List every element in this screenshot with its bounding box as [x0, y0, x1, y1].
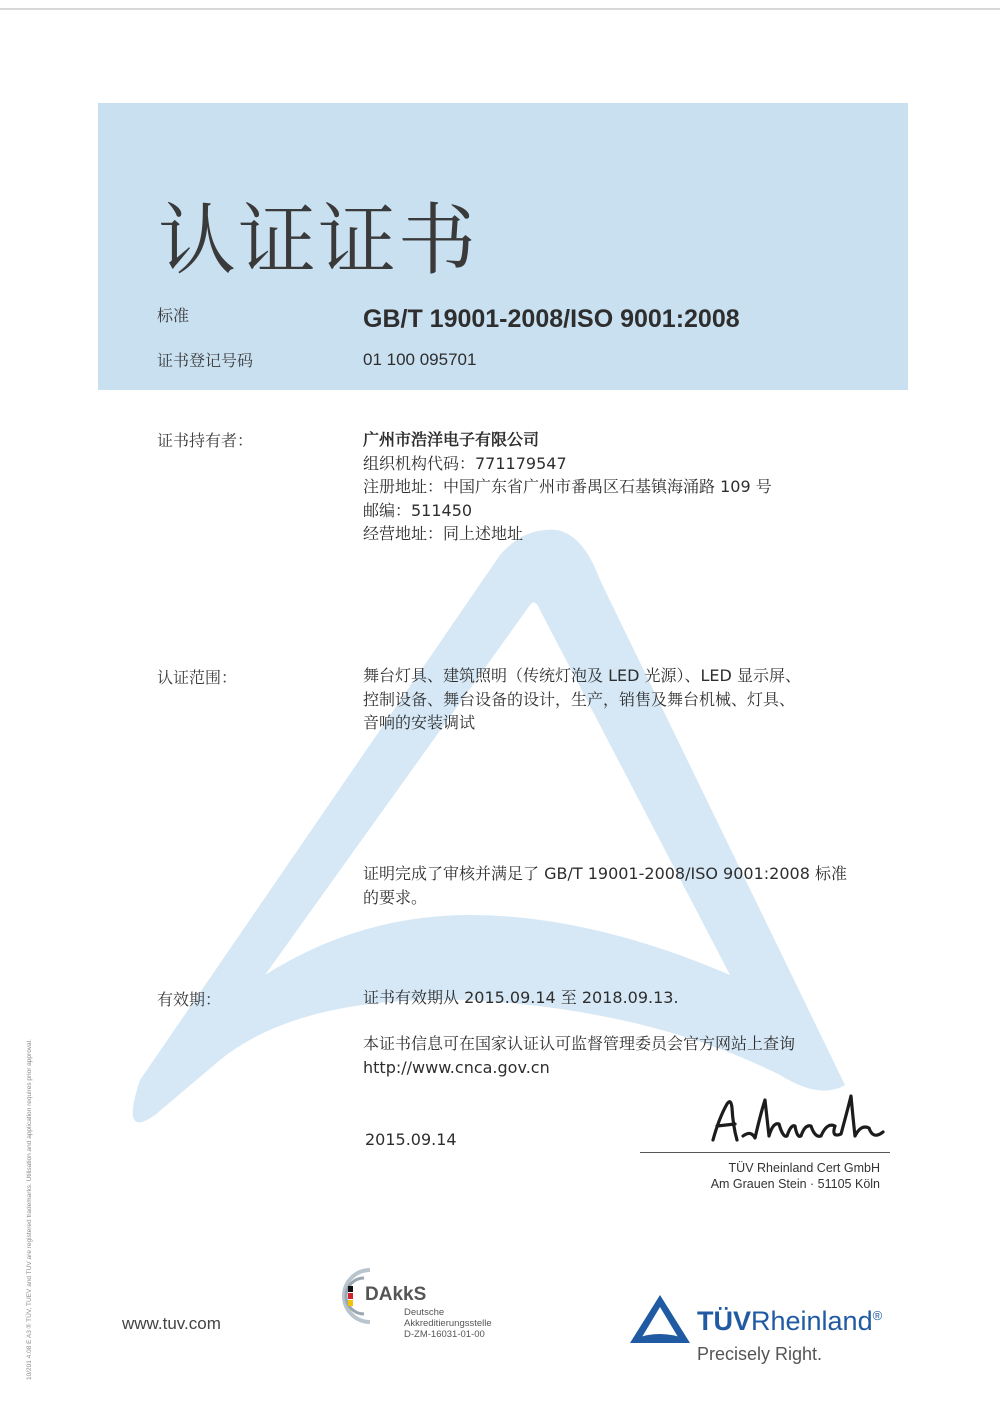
signature-image	[705, 1082, 890, 1150]
scope-line: 舞台灯具、建筑照明（传统灯泡及 LED 光源）、LED 显示屏、	[363, 666, 801, 685]
dakks-subtitle	[404, 1307, 492, 1340]
dakks-line: Akkreditierungsstelle	[404, 1318, 492, 1329]
holder-business-address: 经营地址：同上述地址	[363, 524, 524, 543]
holder-address: 注册地址：中国广东省广州市番禺区石基镇海涌路 109 号	[363, 477, 772, 496]
trademark-side-note: 10/201 4.08 E A3 ® TÜV, TUEV and TUV are registered trademarks. Utilisation and application requires prior approval.	[26, 1039, 33, 1380]
issuer-name: TÜV Rheinland Cert GmbH	[728, 1161, 880, 1175]
issuer-address: Am Grauen Stein · 51105 Köln	[710, 1177, 880, 1191]
registered-mark: ®	[872, 1308, 883, 1323]
validity-label: 有效期：	[157, 990, 222, 1009]
issuer-block	[640, 1160, 880, 1192]
issue-date: 2015.09.14	[365, 1130, 457, 1149]
holder-name: 广州市浩洋电子有限公司	[363, 430, 540, 449]
verification-text: 本证书信息可在国家认证认可监督管理委员会官方网站上查询	[363, 1034, 796, 1053]
tuv-name-bold: TÜV	[697, 1306, 751, 1336]
registration-number: 01 100 095701	[363, 350, 477, 369]
standard-label: 标准	[157, 306, 190, 325]
standard-value: GB/T 19001-2008/ISO 9001:2008	[363, 305, 740, 333]
verification-block	[363, 1032, 795, 1079]
holder-block	[363, 428, 772, 546]
dakks-line: Deutsche	[404, 1307, 445, 1318]
verification-url: http://www.cnca.gov.cn	[363, 1057, 550, 1077]
registration-label: 证书登记号码	[157, 351, 254, 370]
dakks-accreditation-number: D-ZM-16031-01-00	[404, 1329, 485, 1340]
tuv-slogan: Precisely Right.	[697, 1344, 823, 1364]
tuv-rheinland-logotype	[697, 1306, 882, 1337]
statement-line: 的要求。	[363, 887, 428, 907]
tuv-triangle-logo-icon	[628, 1293, 692, 1345]
signature-line	[640, 1152, 890, 1153]
holder-org-code: 组织机构代码：771179547	[363, 453, 567, 473]
statement-line: 证明完成了审核并满足了 GB/T 19001-2008/ISO 9001:2008 标准	[363, 864, 847, 883]
holder-label: 证书持有者：	[157, 431, 254, 450]
validity-period: 证书有效期从 2015.09.14 至 2018.09.13.	[363, 988, 679, 1007]
scope-line: 音响的安装调试	[363, 713, 476, 732]
certificate-title: 认证证书	[158, 196, 479, 286]
footer-url: www.tuv.com	[122, 1314, 221, 1333]
dakks-name: DAkkS	[365, 1284, 427, 1305]
scope-line: 控制设备、舞台设备的设计，生产，销售及舞台机械、灯具、	[363, 689, 796, 709]
statement-block	[363, 862, 847, 909]
scope-block	[363, 664, 801, 735]
holder-postcode: 邮编：511450	[363, 500, 473, 520]
scope-label: 认证范围：	[157, 668, 238, 687]
tuv-name-rest: Rheinland	[751, 1306, 873, 1336]
